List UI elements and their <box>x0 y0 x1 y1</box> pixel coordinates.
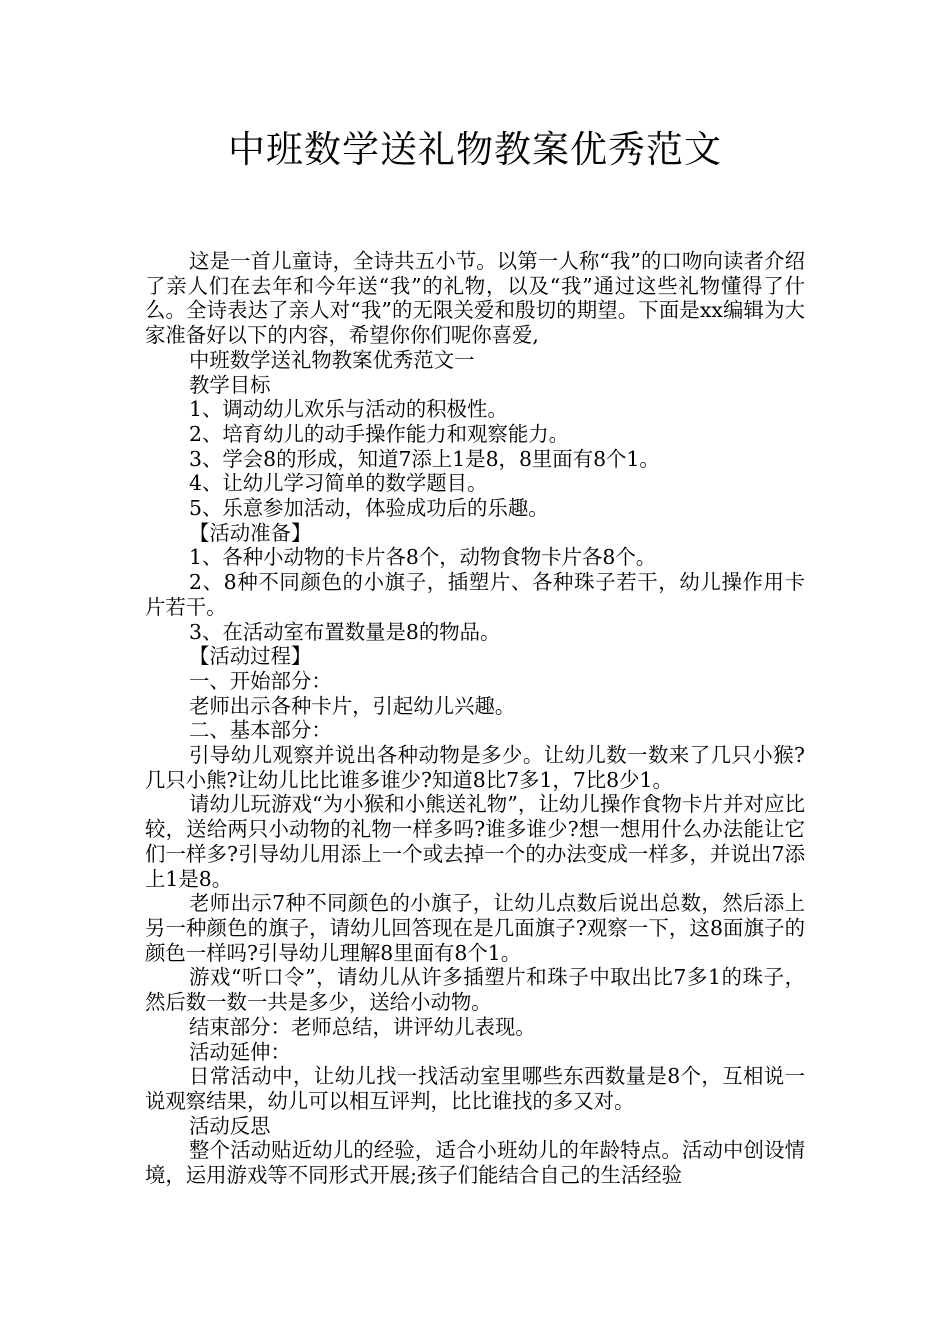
paragraph-heading-preparation: 【活动准备】 <box>189 520 312 545</box>
document-body <box>145 249 805 1188</box>
paragraph-goal-2: 2、培育幼儿的动手操作能力和观察能力。 <box>189 421 570 446</box>
paragraph-basic-3: 老师出示7种不同颜色的小旗子，让幼儿点数后说出总数，然后添上另一种颜色的旗子，请幼儿回答现在是几面旗子?观察一下，这8面旗子的颜色一样吗?引导幼儿理解8里面有8个1。 <box>145 891 805 965</box>
paragraph-reflection-heading: 活动反思 <box>189 1113 271 1138</box>
paragraph-goal-1: 1、调动幼儿欢乐与活动的积极性。 <box>189 397 508 422</box>
paragraph-intro: 这是一首儿童诗，全诗共五小节。以第一人称“我”的口吻向读者介绍了亲人们在去年和今年送“我”的礼物，以及“我”通过这些礼物懂得了什么。全诗表达了亲人对“我”的无限关爱和殷切的期望。下面是xx编辑为大家准备好以下的内容，希望你你们呢你喜爱, <box>145 249 805 348</box>
paragraph-ending: 结束部分：老师总结，讲评幼儿表现。 <box>189 1014 536 1039</box>
paragraph-goal-3: 3、学会8的形成，知道7添上1是8，8里面有8个1。 <box>189 446 660 471</box>
paragraph-extension-heading: 活动延伸： <box>189 1039 291 1064</box>
paragraph-section-title: 中班数学送礼物教案优秀范文一 <box>189 347 475 372</box>
paragraph-extension-body: 日常活动中，让幼儿找一找活动室里哪些东西数量是8个，互相说一说观察结果，幼儿可以相互评判，比比谁找的多又对。 <box>145 1064 805 1113</box>
paragraph-basic-1: 引导幼儿观察并说出各种动物是多少。让幼儿数一数来了几只小猴?几只小熊?让幼儿比比谁多谁少?知道8比7多1，7比8少1。 <box>145 743 805 792</box>
paragraph-basic-2: 请幼儿玩游戏“为小猴和小熊送礼物”，让幼儿操作食物卡片并对应比较，送给两只小动物的礼物一样多吗?谁多谁少?想一想用什么办法能让它们一样多?引导幼儿用添上一个或去掉一个的办法变成一样多，并说出7添上1是8。 <box>145 792 805 891</box>
paragraph-goal-4: 4、让幼儿学习简单的数学题目。 <box>189 471 488 496</box>
paragraph-start-heading: 一、开始部分： <box>189 668 332 693</box>
paragraph-heading-process: 【活动过程】 <box>189 644 312 669</box>
paragraph-prep-2: 2、8种不同颜色的小旗子，插塑片、各种珠子若干，幼儿操作用卡片若干。 <box>145 570 805 619</box>
paragraph-start-body: 老师出示各种卡片，引起幼儿兴趣。 <box>189 693 516 718</box>
paragraph-reflection-body: 整个活动贴近幼儿的经验，适合小班幼儿的年龄特点。活动中创设情境，运用游戏等不同形式开展;孩子们能结合自己的生活经验 <box>145 1138 805 1188</box>
paragraph-prep-3: 3、在活动室布置数量是8的物品。 <box>189 619 501 644</box>
paragraph-goal-5: 5、乐意参加活动，体验成功后的乐趣。 <box>189 496 549 521</box>
paragraph-basic-4: 游戏“听口令”，请幼儿从许多插塑片和珠子中取出比7多1的珠子，然后数一数一共是多少，送给小动物。 <box>145 965 805 1015</box>
document-title: 中班数学送礼物教案优秀范文 <box>228 128 722 171</box>
paragraph-heading-goals: 教学目标 <box>189 372 271 397</box>
paragraph-prep-1: 1、各种小动物的卡片各8个，动物食物卡片各8个。 <box>189 545 657 570</box>
paragraph-basic-heading: 二、基本部分： <box>189 718 332 743</box>
